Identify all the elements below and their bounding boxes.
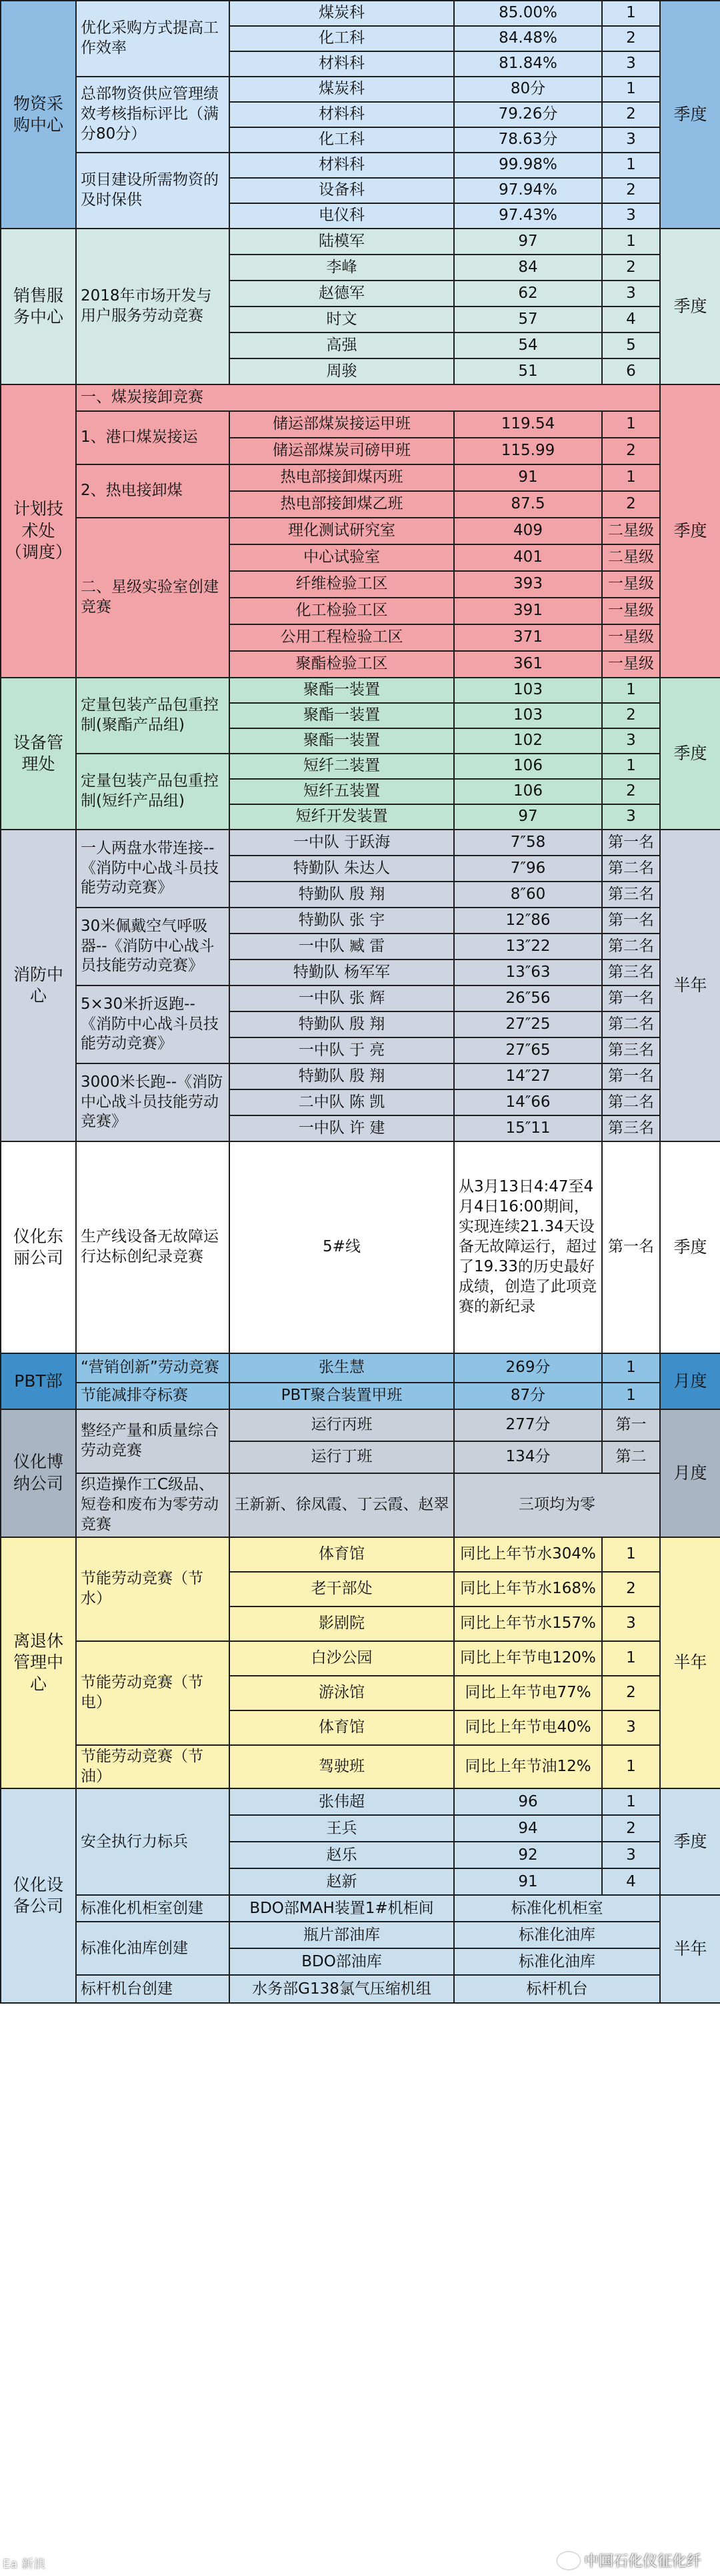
winner-unit: 老干部处 xyxy=(229,1572,454,1607)
competition-name: 生产线设备无故障运行达标创纪录竞赛 xyxy=(76,1141,229,1353)
rank-value: 第二名 xyxy=(602,1089,660,1115)
winner-unit: 张伟超 xyxy=(229,1788,454,1815)
score-value: 13″22 xyxy=(454,934,602,960)
table-row xyxy=(1,153,720,178)
winner-unit: 聚酯一装置 xyxy=(229,678,454,703)
winner-unit: 中心试验室 xyxy=(229,544,454,571)
table-row xyxy=(1,411,720,438)
competition-name: 节能劳动竞赛（节油） xyxy=(76,1745,229,1789)
winner-unit: 特勤队 杨军军 xyxy=(229,960,454,985)
score-value: 409 xyxy=(454,518,602,544)
rank-value: 第一名 xyxy=(602,985,660,1011)
rank-value: 第三名 xyxy=(602,1115,660,1141)
competition-name: 安全执行力标兵 xyxy=(76,1788,229,1895)
score-value: 97.43% xyxy=(454,203,602,229)
score-value: 97.94% xyxy=(454,178,602,203)
winner-unit: 材料科 xyxy=(229,51,454,77)
winner-unit: 一中队 于 亮 xyxy=(229,1037,454,1063)
winner-unit: 煤炭科 xyxy=(229,77,454,102)
rank-value: 一星级 xyxy=(602,598,660,624)
winner-unit: 王兵 xyxy=(229,1815,454,1842)
winner-unit: 一中队 许 建 xyxy=(229,1115,454,1141)
table-row xyxy=(1,1641,720,1676)
table-row xyxy=(1,1745,720,1789)
winner-unit: PBT聚合装置甲班 xyxy=(229,1383,454,1409)
score-value: 标准化机柜室 xyxy=(454,1895,660,1922)
score-value: 26″56 xyxy=(454,985,602,1011)
score-value: 103 xyxy=(454,703,602,728)
winner-unit: 5#线 xyxy=(229,1141,454,1353)
period-label: 季度 xyxy=(660,1788,720,1895)
rank-value: 第一名 xyxy=(602,830,660,856)
winner-unit: 纤维检验工区 xyxy=(229,571,454,598)
department-name: 计划技术处（调度） xyxy=(1,384,76,678)
period-label: 月度 xyxy=(660,1409,720,1537)
table-row xyxy=(1,830,720,856)
competition-name: 3000米长跑--《消防中心战斗员技能劳动竞赛》 xyxy=(76,1063,229,1141)
winner-unit: 聚酯检验工区 xyxy=(229,651,454,678)
winner-unit: 煤炭科 xyxy=(229,1,454,26)
department-name: 仪化博纳公司 xyxy=(1,1409,76,1537)
winner-unit: 时文 xyxy=(229,307,454,332)
score-value: 从3月13日4:47至4月4日16:00期间，实现连续21.34天设备无故障运行，超过了19.33的历史最好成绩，创造了此项竞赛的新纪录 xyxy=(454,1141,602,1353)
department-name: 设备管理处 xyxy=(1,678,76,830)
rank-value: 4 xyxy=(602,1868,660,1895)
rank-value: 1 xyxy=(602,77,660,102)
score-value: 标杆机台 xyxy=(454,1975,660,2003)
competition-name: 30米佩戴空气呼吸器--《消防中心战斗员技能劳动竞赛》 xyxy=(76,908,229,985)
winner-unit: 短纤二装置 xyxy=(229,754,454,779)
competition-name: 总部物资供应管理绩效考核指标评比（满分80分） xyxy=(76,77,229,153)
score-value: 13″63 xyxy=(454,960,602,985)
winner-unit: 体育馆 xyxy=(229,1710,454,1745)
table-row xyxy=(1,985,720,1011)
rank-value: 2 xyxy=(602,255,660,281)
score-value: 96 xyxy=(454,1788,602,1815)
rank-value: 2 xyxy=(602,26,660,51)
winner-unit: 陆模军 xyxy=(229,229,454,255)
rank-value: 1 xyxy=(602,1745,660,1789)
winner-unit: 材料科 xyxy=(229,153,454,178)
watermark-text: 中国石化仪征化纤 xyxy=(583,2553,701,2570)
table-row xyxy=(1,1788,720,1815)
rank-value: 2 xyxy=(602,438,660,464)
corner-mark: Ea 新浪 xyxy=(3,2557,46,2571)
rank-value: 一星级 xyxy=(602,624,660,651)
winner-unit: 运行丁班 xyxy=(229,1441,454,1473)
score-value: 同比上年节电120% xyxy=(454,1641,602,1676)
winner-unit: 设备科 xyxy=(229,178,454,203)
table-row xyxy=(1,1537,720,1572)
winner-unit: 一中队 于跃海 xyxy=(229,830,454,856)
winner-unit: 驾驶班 xyxy=(229,1745,454,1789)
winner-unit: 赵德军 xyxy=(229,281,454,307)
competition-name: 节能劳动竞赛（节电） xyxy=(76,1641,229,1745)
winner-unit: 理化测试研究室 xyxy=(229,518,454,544)
rank-value: 二星级 xyxy=(602,518,660,544)
department-name: 销售服务中心 xyxy=(1,229,76,384)
rank-value: 第一名 xyxy=(602,908,660,934)
table-row xyxy=(1,1473,720,1537)
score-value: 27″25 xyxy=(454,1011,602,1037)
score-value: 57 xyxy=(454,307,602,332)
winner-unit: 化工检验工区 xyxy=(229,598,454,624)
rank-value: 2 xyxy=(602,1572,660,1607)
period-label: 季度 xyxy=(660,229,720,384)
department-name: 离退休管理中心 xyxy=(1,1537,76,1789)
winner-unit: 聚酯一装置 xyxy=(229,703,454,728)
winner-unit: 体育馆 xyxy=(229,1537,454,1572)
winner-unit: 赵新 xyxy=(229,1868,454,1895)
winner-unit: 李峰 xyxy=(229,255,454,281)
score-value: 91 xyxy=(454,1868,602,1895)
table-row xyxy=(1,384,720,411)
score-value: 27″65 xyxy=(454,1037,602,1063)
winner-unit: 高强 xyxy=(229,332,454,358)
winner-unit: BDO部油库 xyxy=(229,1948,454,1975)
rank-value: 第二 xyxy=(602,1441,660,1473)
period-label: 季度 xyxy=(660,678,720,830)
winner-unit: BDO部MAH装置1#机柜间 xyxy=(229,1895,454,1922)
table-row xyxy=(1,229,720,255)
score-value: 391 xyxy=(454,598,602,624)
winner-unit: 张生慧 xyxy=(229,1353,454,1383)
winner-unit: 影剧院 xyxy=(229,1607,454,1641)
winner-unit: 储运部煤炭司磅甲班 xyxy=(229,438,454,464)
table-row xyxy=(1,1383,720,1409)
score-value: 同比上年节电77% xyxy=(454,1676,602,1710)
competition-name: 1、港口煤炭接运 xyxy=(76,411,229,464)
score-value: 8″60 xyxy=(454,882,602,908)
score-value: 115.99 xyxy=(454,438,602,464)
competition-name: 二、星级实验室创建竞赛 xyxy=(76,518,229,678)
score-value: 三项均为零 xyxy=(454,1473,660,1537)
rank-value: 6 xyxy=(602,358,660,384)
winner-unit: 赵乐 xyxy=(229,1842,454,1868)
rank-value: 1 xyxy=(602,1353,660,1383)
rank-value: 2 xyxy=(602,1676,660,1710)
score-value: 同比上年节电40% xyxy=(454,1710,602,1745)
rank-value: 第三名 xyxy=(602,960,660,985)
rank-value: 3 xyxy=(602,1607,660,1641)
table-row xyxy=(1,77,720,102)
winner-unit: 化工科 xyxy=(229,26,454,51)
rank-value: 1 xyxy=(602,1537,660,1572)
winner-unit: 水务部G138氯气压缩机组 xyxy=(229,1975,454,2003)
score-value: 106 xyxy=(454,754,602,779)
winner-unit: 聚酯一装置 xyxy=(229,728,454,754)
score-value: 84.48% xyxy=(454,26,602,51)
winner-unit: 特勤队 殷 翔 xyxy=(229,1063,454,1089)
competition-name: 项目建设所需物资的及时保供 xyxy=(76,153,229,229)
winner-unit: 瓶片部油库 xyxy=(229,1922,454,1948)
competition-name: 定量包装产品包重控制(短纤产品组) xyxy=(76,754,229,830)
winner-unit: 特勤队 张 宇 xyxy=(229,908,454,934)
winner-unit: 储运部煤炭接运甲班 xyxy=(229,411,454,438)
table-row xyxy=(1,1,720,26)
score-value: 92 xyxy=(454,1842,602,1868)
winner-unit: 白沙公园 xyxy=(229,1641,454,1676)
table-row xyxy=(1,1141,720,1353)
rank-value: 2 xyxy=(602,178,660,203)
rank-value: 1 xyxy=(602,464,660,491)
score-value: 80分 xyxy=(454,77,602,102)
rank-value: 1 xyxy=(602,1383,660,1409)
period-label: 半年 xyxy=(660,1537,720,1789)
table-row xyxy=(1,1409,720,1441)
score-value: 54 xyxy=(454,332,602,358)
score-value: 标准化油库 xyxy=(454,1948,660,1975)
competition-name: 优化采购方式提高工作效率 xyxy=(76,1,229,77)
score-value: 91 xyxy=(454,464,602,491)
rank-value: 一星级 xyxy=(602,571,660,598)
score-value: 同比上年节油12% xyxy=(454,1745,602,1789)
score-value: 7″96 xyxy=(454,856,602,882)
score-value: 361 xyxy=(454,651,602,678)
period-label: 半年 xyxy=(660,830,720,1141)
winner-unit: 公用工程检验工区 xyxy=(229,624,454,651)
score-value: 同比上年节水304% xyxy=(454,1537,602,1572)
rank-value: 3 xyxy=(602,51,660,77)
score-value: 102 xyxy=(454,728,602,754)
watermark xyxy=(557,2550,701,2571)
score-value: 85.00% xyxy=(454,1,602,26)
rank-value: 第二名 xyxy=(602,1011,660,1037)
competition-name: 5×30米折返跑--《消防中心战斗员技能劳动竞赛》 xyxy=(76,985,229,1063)
score-value: 81.84% xyxy=(454,51,602,77)
period-label: 月度 xyxy=(660,1353,720,1409)
score-value: 97 xyxy=(454,804,602,830)
winner-unit: 特勤队 殷 翔 xyxy=(229,882,454,908)
department-name: 物资采购中心 xyxy=(1,1,76,229)
competition-name: 织造操作工C级品、短卷和废布为零劳动竞赛 xyxy=(76,1473,229,1537)
winner-unit: 运行丙班 xyxy=(229,1409,454,1441)
score-value: 99.98% xyxy=(454,153,602,178)
score-value: 87分 xyxy=(454,1383,602,1409)
rank-value: 1 xyxy=(602,678,660,703)
wechat-logo-icon xyxy=(557,2552,580,2569)
rank-value: 第一 xyxy=(602,1409,660,1441)
score-value: 103 xyxy=(454,678,602,703)
table-row xyxy=(1,1063,720,1089)
competition-name: 标准化油库创建 xyxy=(76,1922,229,1975)
score-value: 79.26分 xyxy=(454,102,602,127)
table-row xyxy=(1,518,720,544)
competition-name: “营销创新”劳动竞赛 xyxy=(76,1353,229,1383)
table-row xyxy=(1,1922,720,1948)
table-row xyxy=(1,1975,720,2003)
score-value: 标准化油库 xyxy=(454,1922,660,1948)
rank-value: 4 xyxy=(602,307,660,332)
rank-value: 1 xyxy=(602,754,660,779)
score-value: 7″58 xyxy=(454,830,602,856)
score-value: 15″11 xyxy=(454,1115,602,1141)
winner-unit: 短纤五装置 xyxy=(229,779,454,804)
rank-value: 2 xyxy=(602,703,660,728)
table-row xyxy=(1,1895,720,1922)
score-value: 62 xyxy=(454,281,602,307)
score-value: 84 xyxy=(454,255,602,281)
rank-value: 3 xyxy=(602,127,660,153)
winner-unit: 一中队 张 辉 xyxy=(229,985,454,1011)
rank-value: 一星级 xyxy=(602,651,660,678)
rank-value: 第三名 xyxy=(602,882,660,908)
competition-name: 标准化机柜室创建 xyxy=(76,1895,229,1922)
score-value: 94 xyxy=(454,1815,602,1842)
department-name: 消防中心 xyxy=(1,830,76,1141)
table-row xyxy=(1,908,720,934)
rank-value: 第一名 xyxy=(602,1141,660,1353)
score-value: 277分 xyxy=(454,1409,602,1441)
rank-value: 3 xyxy=(602,728,660,754)
period-label: 半年 xyxy=(660,1895,720,2003)
winner-unit: 热电部接卸煤丙班 xyxy=(229,464,454,491)
table-row xyxy=(1,464,720,491)
winner-unit: 二中队 陈 凯 xyxy=(229,1089,454,1115)
score-value: 401 xyxy=(454,544,602,571)
score-value: 78.63分 xyxy=(454,127,602,153)
score-value: 14″27 xyxy=(454,1063,602,1089)
score-value: 106 xyxy=(454,779,602,804)
competition-name: 整经产量和质量综合劳动竞赛 xyxy=(76,1409,229,1473)
winner-unit: 王新新、徐凤霞、丁云霞、赵翠 xyxy=(229,1473,454,1537)
score-value: 97 xyxy=(454,229,602,255)
department-name: PBT部 xyxy=(1,1353,76,1409)
rank-value: 2 xyxy=(602,491,660,518)
score-value: 14″66 xyxy=(454,1089,602,1115)
competition-name: 标杆机台创建 xyxy=(76,1975,229,2003)
winner-unit: 短纤开发装置 xyxy=(229,804,454,830)
department-name: 仪化东丽公司 xyxy=(1,1141,76,1353)
winner-unit: 电仪科 xyxy=(229,203,454,229)
winner-unit: 特勤队 朱达人 xyxy=(229,856,454,882)
rank-value: 第一名 xyxy=(602,1063,660,1089)
score-value: 119.54 xyxy=(454,411,602,438)
rank-value: 第三名 xyxy=(602,1037,660,1063)
competition-name: 2、热电接卸煤 xyxy=(76,464,229,518)
rank-value: 3 xyxy=(602,203,660,229)
rank-value: 3 xyxy=(602,1710,660,1745)
period-label: 季度 xyxy=(660,1141,720,1353)
competition-name: 定量包装产品包重控制(聚酯产品组) xyxy=(76,678,229,754)
rank-value: 2 xyxy=(602,1815,660,1842)
winner-unit: 一中队 臧 雷 xyxy=(229,934,454,960)
rank-value: 5 xyxy=(602,332,660,358)
competition-name: 2018年市场开发与用户服务劳动竞赛 xyxy=(76,229,229,384)
winner-unit: 热电部接卸煤乙班 xyxy=(229,491,454,518)
score-value: 同比上年节水157% xyxy=(454,1607,602,1641)
rank-value: 第二名 xyxy=(602,856,660,882)
rank-value: 1 xyxy=(602,1788,660,1815)
score-value: 12″86 xyxy=(454,908,602,934)
rank-value: 二星级 xyxy=(602,544,660,571)
rank-value: 第二名 xyxy=(602,934,660,960)
score-value: 同比上年节水168% xyxy=(454,1572,602,1607)
score-value: 393 xyxy=(454,571,602,598)
table-row xyxy=(1,1353,720,1383)
score-value: 371 xyxy=(454,624,602,651)
period-label: 季度 xyxy=(660,384,720,678)
competition-heading: 一、煤炭接卸竞赛 xyxy=(76,384,660,411)
winner-unit: 特勤队 殷 翔 xyxy=(229,1011,454,1037)
rank-value: 3 xyxy=(602,804,660,830)
score-value: 87.5 xyxy=(454,491,602,518)
competition-name: 节能劳动竞赛（节水） xyxy=(76,1537,229,1641)
rank-value: 1 xyxy=(602,1,660,26)
rank-value: 2 xyxy=(602,102,660,127)
winner-unit: 游泳馆 xyxy=(229,1676,454,1710)
rank-value: 1 xyxy=(602,1641,660,1676)
rank-value: 1 xyxy=(602,153,660,178)
table-row xyxy=(1,678,720,703)
department-name: 仪化设备公司 xyxy=(1,1788,76,2003)
score-value: 269分 xyxy=(454,1353,602,1383)
winner-unit: 周骏 xyxy=(229,358,454,384)
winner-unit: 化工科 xyxy=(229,127,454,153)
rank-value: 3 xyxy=(602,281,660,307)
rank-value: 2 xyxy=(602,779,660,804)
rank-value: 3 xyxy=(602,1842,660,1868)
competition-name: 一人两盘水带连接--《消防中心战斗员技能劳动竞赛》 xyxy=(76,830,229,908)
score-value: 51 xyxy=(454,358,602,384)
rank-value: 1 xyxy=(602,411,660,438)
table-row xyxy=(1,754,720,779)
score-value: 134分 xyxy=(454,1441,602,1473)
rank-value: 1 xyxy=(602,229,660,255)
period-label: 季度 xyxy=(660,1,720,229)
competition-name: 节能减排夺标赛 xyxy=(76,1383,229,1409)
winner-unit: 材料科 xyxy=(229,102,454,127)
